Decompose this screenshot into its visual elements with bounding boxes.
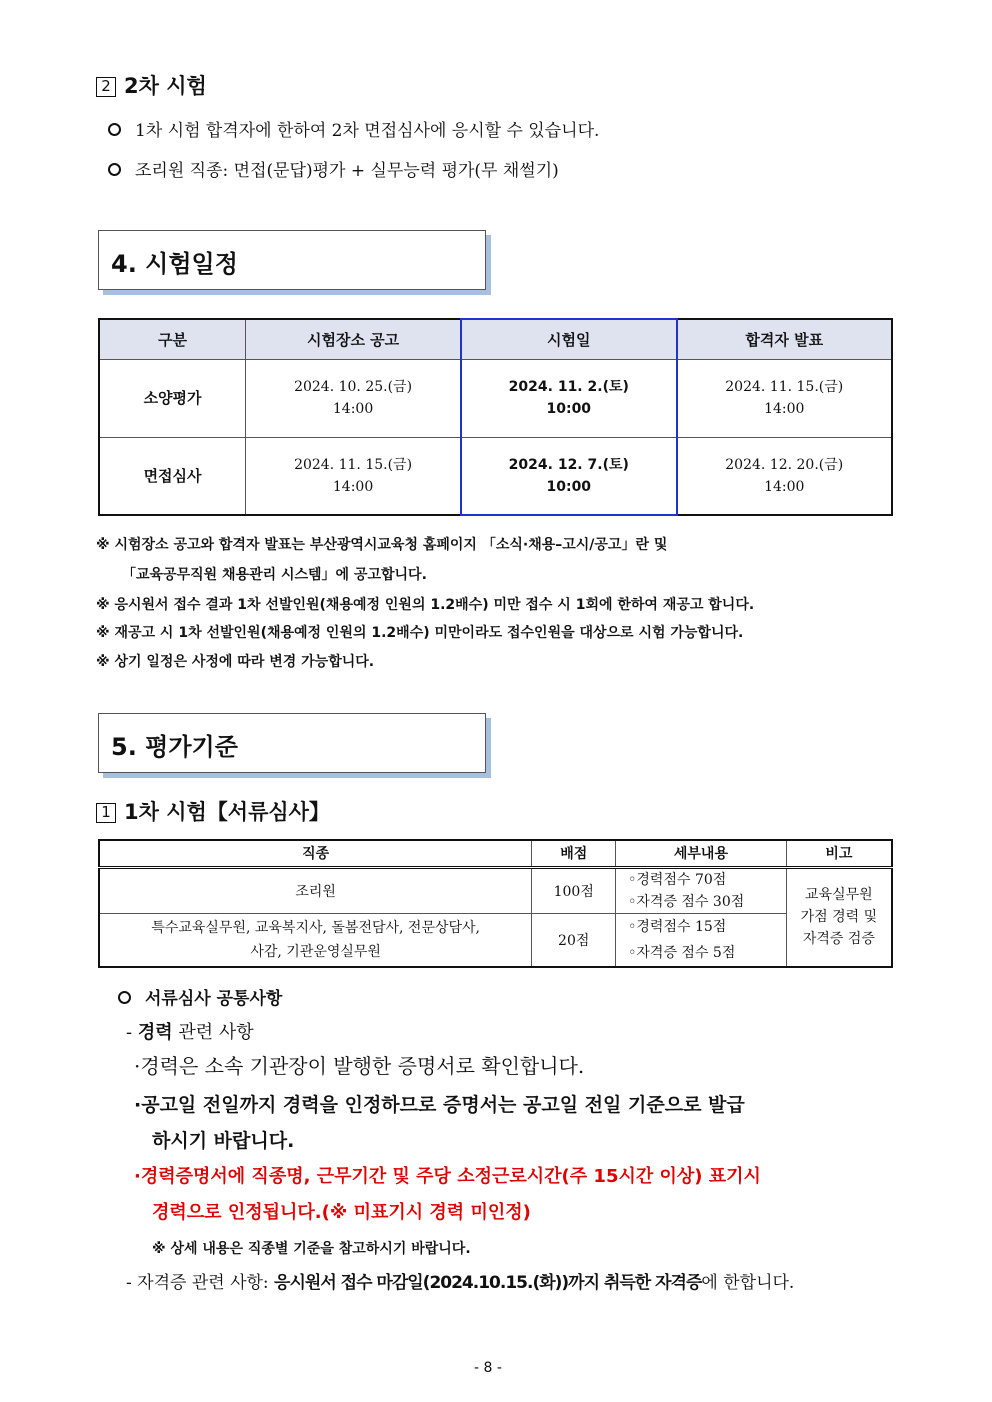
detail-cell: ◦경력점수 70점 ◦자격증 점수 30점 <box>616 867 787 913</box>
detail-note: ※ 상세 내용은 직종별 기준을 참고하시기 바랍니다. <box>152 1241 471 1257</box>
schedule-note: ※ 시험장소 공고와 합격자 발표는 부산광역시교육청 홈페이지 「소식·채용–고시/공고」란 및 <box>96 537 668 553</box>
score-cell: 20점 <box>532 913 616 967</box>
schedule-note: ※ 응시원서 접수 결과 1차 선발인원(채용예정 인원의 1.2배수) 미만 접수 시 1회에 한하여 재공고 합니다. <box>96 597 755 613</box>
detail-cell: ◦경력점수 15점 ◦자격증 점수 5점 <box>616 913 787 967</box>
sub-heading-second-exam <box>96 70 207 100</box>
table-cell: 2024. 10. 25.(금) 14:00 <box>246 359 461 437</box>
sub-heading-title: 1차 시험【서류심사】 <box>124 800 330 824</box>
career-item-emphasis-continued: 경력으로 인정됩니다.(※ 미표기시 경력 미인정) <box>152 1202 531 1223</box>
column-header: 시험일 <box>461 319 676 359</box>
score-cell: 100점 <box>532 867 616 913</box>
table-row <box>99 437 892 515</box>
career-heading: - 경력 관련 사항 <box>126 1022 254 1043</box>
sub-heading-number: 2 <box>96 77 116 97</box>
section-title: 4. 시험일정 <box>111 250 238 278</box>
column-header: 직종 <box>99 840 532 867</box>
row-label: 면접심사 <box>99 437 246 515</box>
column-header: 합격자 발표 <box>677 319 892 359</box>
table-header-row <box>99 840 892 867</box>
table-cell: 2024. 11. 2.(토) 10:00 <box>461 359 676 437</box>
section-heading-box <box>98 713 486 773</box>
common-items-heading: 서류심사 공통사항 <box>118 984 282 1009</box>
column-header: 비고 <box>786 840 892 867</box>
evaluation-criteria-table <box>98 839 893 968</box>
schedule-note: 「교육공무직원 채용관리 시스템」에 공고합니다. <box>122 567 427 583</box>
circle-bullet-icon <box>108 163 121 176</box>
column-header: 세부내용 <box>616 840 787 867</box>
table-cell: 2024. 12. 20.(금) 14:00 <box>677 437 892 515</box>
column-header: 구분 <box>99 319 246 359</box>
table-cell: 2024. 11. 15.(금) 14:00 <box>246 437 461 515</box>
column-header: 배점 <box>532 840 616 867</box>
career-item-emphasis: ·경력증명서에 직종명, 근무기간 및 주당 소정근로시간(주 15시간 이상) 표기시 <box>134 1166 761 1187</box>
section-title: 5. 평가기준 <box>111 733 238 761</box>
table-row <box>99 359 892 437</box>
schedule-table <box>98 318 893 516</box>
job-cell: 조리원 <box>99 867 532 913</box>
circle-bullet-icon <box>118 991 131 1004</box>
schedule-note: ※ 상기 일정은 사정에 따라 변경 가능합니다. <box>96 654 375 670</box>
table-cell: 2024. 12. 7.(토) 10:00 <box>461 437 676 515</box>
bullet-item: 1차 시험 합격자에 한하여 2차 면접심사에 응시할 수 있습니다. <box>108 116 599 141</box>
job-cell: 특수교육실무원, 교육복지사, 돌봄전담사, 전문상담사, 사감, 기관운영실무원 <box>99 913 532 967</box>
page-number: - 8 - <box>474 1360 502 1376</box>
table-header-row <box>99 319 892 359</box>
section-heading-box <box>98 230 486 290</box>
bullet-item: 조리원 직종: 면접(문답)평가 + 실무능력 평가(무 채썰기) <box>108 156 559 181</box>
table-row <box>99 867 892 913</box>
career-item: ·공고일 전일까지 경력을 인정하므로 증명서는 공고일 전일 기준으로 발급 <box>134 1094 745 1116</box>
circle-bullet-icon <box>108 123 121 136</box>
sub-heading-number: 1 <box>96 803 116 823</box>
license-line: - 자격증 관련 사항: 응시원서 접수 마감일(2024.10.15.(화))까지 취득한 자격증에 한합니다. <box>126 1273 795 1293</box>
row-label: 소양평가 <box>99 359 246 437</box>
career-item: ·경력은 소속 기관장이 발행한 증명서로 확인합니다. <box>134 1054 585 1078</box>
remark-cell: 교육실무원 가점 경력 및 자격증 검증 <box>786 867 892 967</box>
sub-heading-first-exam <box>96 796 330 826</box>
table-row <box>99 913 892 967</box>
schedule-note: ※ 재공고 시 1차 선발인원(채용예정 인원의 1.2배수) 미만이라도 접수인원을 대상으로 시험 가능합니다. <box>96 625 744 641</box>
column-header: 시험장소 공고 <box>246 319 461 359</box>
career-item-continued: 하시기 바랍니다. <box>152 1130 295 1152</box>
table-cell: 2024. 11. 15.(금) 14:00 <box>677 359 892 437</box>
sub-heading-title: 2차 시험 <box>124 74 207 98</box>
